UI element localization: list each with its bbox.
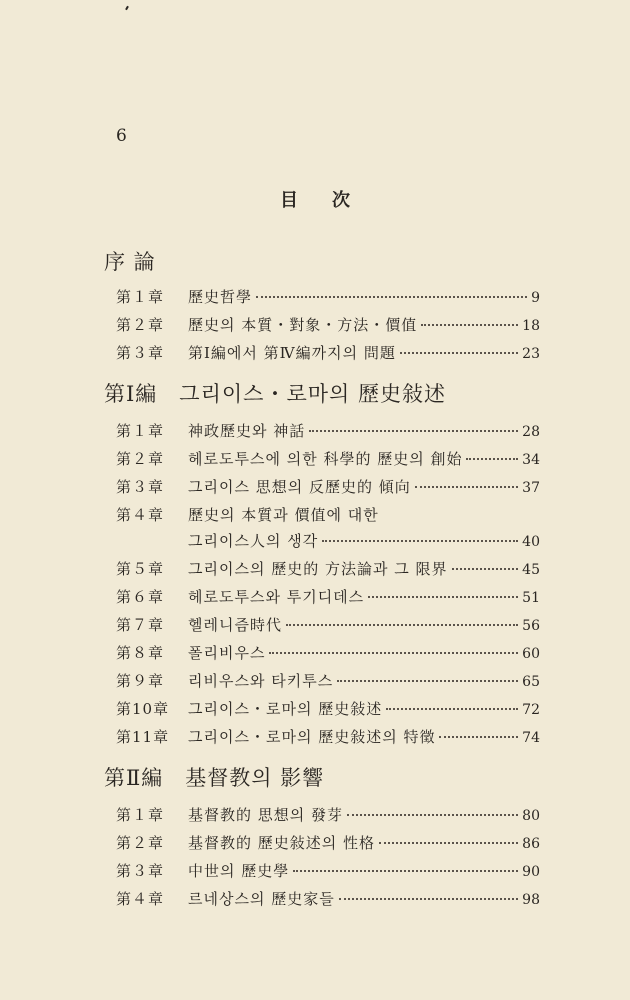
dot-leader: [269, 652, 518, 654]
dot-leader: [286, 624, 518, 626]
section-heading: 第Ⅱ編 基督教의 影響: [104, 766, 325, 790]
chapter-number: 第２章: [116, 316, 165, 334]
toc-entry: [116, 420, 540, 446]
chapter-title: 中世의 歷史學: [188, 862, 290, 880]
page-ref: 9: [531, 290, 540, 306]
page-ref: 37: [522, 480, 540, 496]
toc-entry: [116, 698, 540, 724]
page-ref: 45: [522, 562, 540, 578]
page-ref: 60: [522, 646, 540, 662]
chapter-title: 그리이스 思想의 反歷史的 傾向: [188, 478, 411, 496]
chapter-number: 第２章: [116, 450, 165, 468]
chapter-number: 第３章: [116, 478, 165, 496]
chapter-title: 歷史의 本質과 價值에 대한: [188, 506, 379, 524]
toc-entry: [116, 286, 540, 312]
chapter-number: 第４章: [116, 506, 165, 524]
toc-entry: [116, 642, 540, 668]
page-ref: 56: [522, 618, 540, 634]
chapter-title: 헬레니즘時代: [188, 616, 282, 634]
toc-entry: [116, 342, 540, 368]
dot-leader: [339, 898, 518, 900]
toc-title: 目次: [280, 190, 384, 211]
dot-leader: [439, 736, 518, 738]
chapter-title: 그리이스의 歷史的 方法論과 그 限界: [188, 560, 448, 578]
chapter-number: 第２章: [116, 834, 165, 852]
toc-entry: [116, 614, 540, 640]
chapter-number: 第９章: [116, 672, 165, 690]
section-heading: 序 論: [104, 250, 156, 274]
toc-entry: [116, 448, 540, 474]
chapter-title: 폴리비우스: [188, 644, 266, 662]
page-ref: 51: [522, 590, 540, 606]
toc-entry: [116, 670, 540, 696]
page-ref: 72: [522, 702, 540, 718]
chapter-number: 第１章: [116, 288, 165, 306]
page-ref: 86: [522, 836, 540, 852]
chapter-number: 第８章: [116, 644, 165, 662]
chapter-title: 神政歷史와 神話: [188, 422, 306, 440]
dot-leader: [415, 486, 518, 488]
page-ref: 90: [522, 864, 540, 880]
dot-leader: [347, 814, 518, 816]
dot-leader: [256, 296, 527, 298]
dot-leader: [386, 708, 518, 710]
chapter-title: 基督教的 思想의 發芽: [188, 806, 344, 824]
section-heading: 第Ⅰ編 그리이스・로마의 歷史敍述: [104, 382, 446, 406]
chapter-number: 第10章: [116, 700, 170, 718]
toc-entry: [116, 476, 540, 502]
dot-leader: [379, 842, 518, 844]
chapter-number: 第１章: [116, 422, 165, 440]
dot-leader: [309, 430, 518, 432]
page-ref: 34: [522, 452, 540, 468]
chapter-number: 第３章: [116, 344, 165, 362]
dot-leader: [400, 352, 518, 354]
chapter-number: 第７章: [116, 616, 165, 634]
toc-entry: [116, 558, 540, 584]
toc-entry: [116, 504, 540, 530]
ink-speck: [125, 6, 129, 10]
chapter-title: 헤로도투스에 의한 科學的 歷史의 創始: [188, 450, 463, 468]
page-ref: 80: [522, 808, 540, 824]
chapter-title: 歷史의 本質・對象・方法・價值: [188, 316, 418, 334]
chapter-title: 리비우스와 타키투스: [188, 672, 334, 690]
chapter-title: 第Ⅰ編에서 第Ⅳ編까지의 問題: [188, 344, 396, 362]
chapter-number: 第１章: [116, 806, 165, 824]
toc-entry-continuation: [188, 530, 540, 556]
page-ref: 65: [522, 674, 540, 690]
toc-entry: [116, 586, 540, 612]
page-ref: 23: [522, 346, 540, 362]
chapter-title: 르네상스의 歷史家들: [188, 890, 335, 908]
page-ref: 40: [522, 534, 540, 550]
toc-entry: [116, 888, 540, 914]
chapter-title: 그리이스・로마의 歷史敍述: [188, 700, 383, 718]
dot-leader: [466, 458, 518, 460]
page-ref: 28: [522, 424, 540, 440]
chapter-number: 第５章: [116, 560, 165, 578]
chapter-number: 第６章: [116, 588, 165, 606]
dot-leader: [293, 870, 518, 872]
dot-leader: [421, 324, 518, 326]
page-ref: 98: [522, 892, 540, 908]
chapter-number: 第３章: [116, 862, 165, 880]
toc-entry: [116, 832, 540, 858]
page-number: 6: [116, 126, 127, 146]
toc-entry: [116, 804, 540, 830]
chapter-number: 第４章: [116, 890, 165, 908]
chapter-title: 헤로도투스와 투기디데스: [188, 588, 365, 606]
dot-leader: [452, 568, 519, 570]
chapter-title: 基督教的 歷史敍述의 性格: [188, 834, 376, 852]
toc-entry: [116, 726, 540, 752]
chapter-title: 그리이스・로마의 歷史敍述의 特徵: [188, 728, 436, 746]
chapter-number: 第11章: [116, 728, 170, 746]
page-ref: 18: [522, 318, 540, 334]
dot-leader: [322, 540, 518, 542]
dot-leader: [337, 680, 518, 682]
chapter-title: 歷史哲學: [188, 288, 253, 306]
chapter-title-continued: 그리이스人의 생각: [188, 532, 319, 550]
dot-leader: [368, 596, 518, 598]
toc-entry: [116, 860, 540, 886]
page-ref: 74: [522, 730, 540, 746]
toc-entry: [116, 314, 540, 340]
